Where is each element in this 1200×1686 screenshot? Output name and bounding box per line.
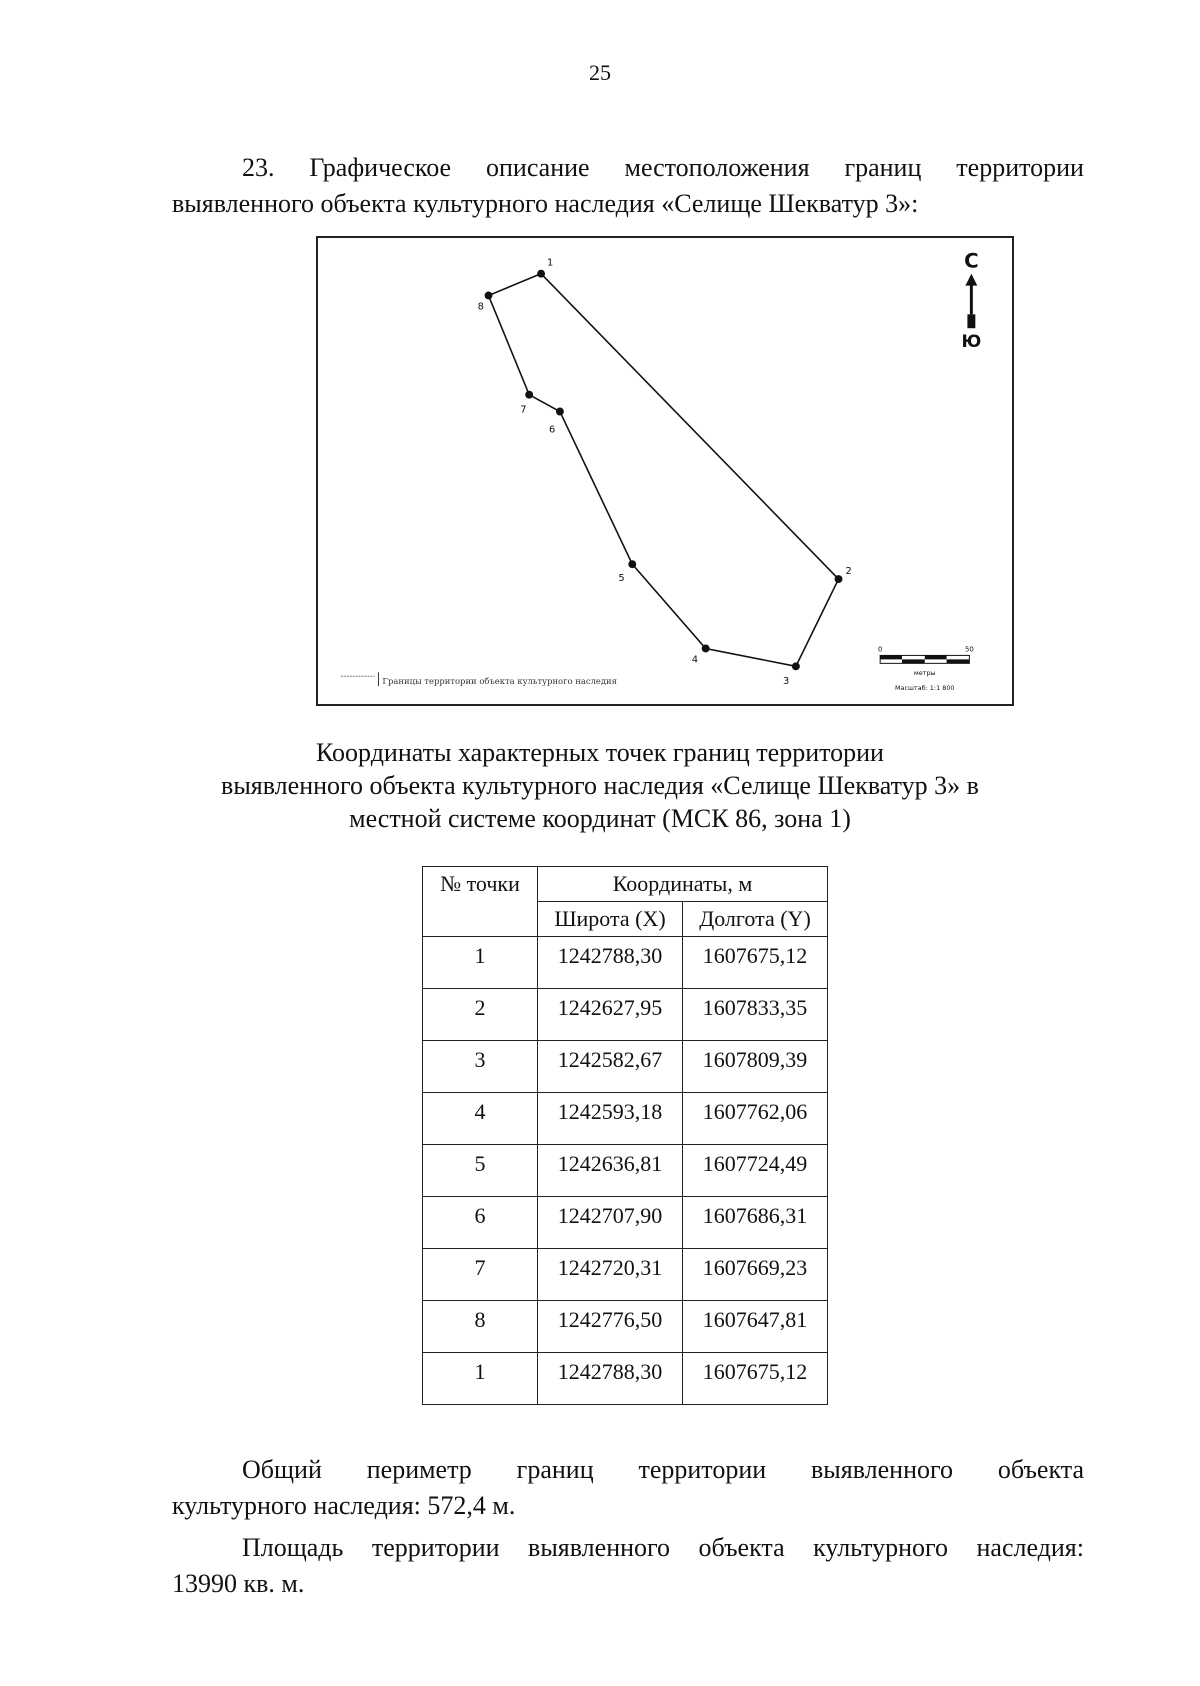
- summary-word: выявленного: [811, 1455, 954, 1484]
- table-row: [423, 1093, 828, 1145]
- heading-line-1: [172, 150, 1084, 186]
- cell-y: 1607675,12: [683, 937, 828, 989]
- cell-point: 2: [423, 989, 538, 1041]
- table-row: [423, 1041, 828, 1093]
- perimeter-line-2: культурного наследия: 572,4 м.: [172, 1491, 516, 1520]
- cell-y: 1607686,31: [683, 1197, 828, 1249]
- heading-line-2: выявленного объекта культурного наследия «Селище Шекватур 3»:: [172, 189, 919, 218]
- cell-x: 1242720,31: [538, 1249, 683, 1301]
- table-row: [423, 1249, 828, 1301]
- cell-point: 5: [423, 1145, 538, 1197]
- point-label: 3: [782, 676, 790, 688]
- boundary-point: [792, 662, 800, 670]
- boundary-point: [835, 575, 843, 583]
- table-title-line-2: выявленного объекта культурного наследия «Селище Шекватур 3» в: [221, 771, 979, 800]
- point-label: 1: [547, 257, 554, 269]
- header-y: Долгота (Y): [683, 902, 828, 937]
- table-row: [423, 989, 828, 1041]
- south-label: Ю: [961, 331, 982, 352]
- cell-point: 8: [423, 1301, 538, 1353]
- header-x: Широта (X): [538, 902, 683, 937]
- cell-y: 1607762,06: [683, 1093, 828, 1145]
- cell-x: 1242776,50: [538, 1301, 683, 1353]
- cell-x: 1242707,90: [538, 1197, 683, 1249]
- table-row: [423, 1197, 828, 1249]
- heading-word: описание: [485, 153, 590, 182]
- scale-start: 0: [877, 645, 883, 654]
- cell-point: 1: [423, 937, 538, 989]
- cell-y: 1607833,35: [683, 989, 828, 1041]
- page-number: 25: [589, 60, 611, 85]
- cell-y: 1607675,12: [683, 1353, 828, 1405]
- boundary-polygon: [489, 274, 839, 667]
- point-label: 5: [618, 573, 625, 585]
- cell-y: 1607647,81: [683, 1301, 828, 1353]
- summary-word: Общий: [242, 1455, 322, 1484]
- point-label: 8: [477, 301, 484, 313]
- scale-end: 50: [964, 645, 974, 654]
- heading-word: Графическое: [309, 153, 452, 182]
- summary-word: культурного: [813, 1533, 949, 1562]
- scale-unit: метры: [913, 669, 936, 678]
- header-coordinates: Координаты, м: [538, 867, 828, 902]
- heading-number: 23.: [242, 153, 275, 182]
- legend-label: Границы территории объекта культурного наследия: [382, 676, 617, 687]
- table-row: [423, 1301, 828, 1353]
- cell-y: 1607809,39: [683, 1041, 828, 1093]
- area-line-2: 13990 кв. м.: [172, 1569, 305, 1598]
- cell-x: 1242593,18: [538, 1093, 683, 1145]
- cell-x: 1242788,30: [538, 937, 683, 989]
- summary-word: объекта: [997, 1455, 1084, 1484]
- boundary-point: [556, 408, 564, 416]
- boundary-point: [702, 645, 710, 653]
- heading-word: местоположения: [624, 153, 810, 182]
- cell-y: 1607724,49: [683, 1145, 828, 1197]
- cell-x: 1242582,67: [538, 1041, 683, 1093]
- point-label: 4: [691, 654, 699, 666]
- table-title: [0, 736, 1200, 835]
- cell-x: 1242627,95: [538, 989, 683, 1041]
- cell-x: 1242636,81: [538, 1145, 683, 1197]
- table-row: [423, 1145, 828, 1197]
- summary: [172, 1452, 1084, 1602]
- boundary-point: [485, 292, 493, 300]
- summary-word: территории: [638, 1455, 767, 1484]
- table-row: [423, 937, 828, 989]
- point-label: 7: [520, 404, 527, 416]
- boundary-points: [485, 270, 843, 671]
- table-title-line-1: Координаты характерных точек границ территории: [316, 738, 884, 767]
- summary-word: территории: [371, 1533, 500, 1562]
- boundary-point: [525, 391, 533, 399]
- cell-y: 1607669,23: [683, 1249, 828, 1301]
- summary-word: границ: [516, 1455, 594, 1484]
- cell-point: 6: [423, 1197, 538, 1249]
- header-point: № точки: [423, 867, 538, 937]
- cell-point: 3: [423, 1041, 538, 1093]
- area-line-1: [172, 1530, 1084, 1566]
- summary-word: наследия:: [976, 1533, 1084, 1562]
- heading-word: границ: [844, 153, 922, 182]
- scale-bar: [878, 645, 974, 692]
- point-label: 2: [845, 566, 852, 578]
- section-heading: [172, 150, 1084, 222]
- boundary-map: [316, 236, 1014, 706]
- coordinates-table: [422, 866, 828, 1405]
- cell-point: 7: [423, 1249, 538, 1301]
- summary-word: выявленного: [528, 1533, 671, 1562]
- summary-word: периметр: [366, 1455, 472, 1484]
- scale-label: Масштаб: 1:1 800: [895, 684, 955, 693]
- boundary-point: [628, 560, 636, 568]
- cell-point: 4: [423, 1093, 538, 1145]
- point-label: 6: [548, 424, 556, 436]
- north-arrow-icon: [961, 250, 981, 351]
- cell-point: 1: [423, 1353, 538, 1405]
- table-title-line-3: местной системе координат (МСК 86, зона 1): [349, 804, 851, 833]
- legend: [341, 672, 617, 686]
- heading-word: территории: [956, 153, 1084, 182]
- boundary-map-svg: [318, 238, 1012, 704]
- summary-word: объекта: [698, 1533, 785, 1562]
- north-label: С: [964, 249, 979, 273]
- boundary-point: [537, 270, 545, 278]
- cell-x: 1242788,30: [538, 1353, 683, 1405]
- summary-word: Площадь: [242, 1533, 344, 1562]
- perimeter-line-1: [172, 1452, 1084, 1488]
- table-row: [423, 1353, 828, 1405]
